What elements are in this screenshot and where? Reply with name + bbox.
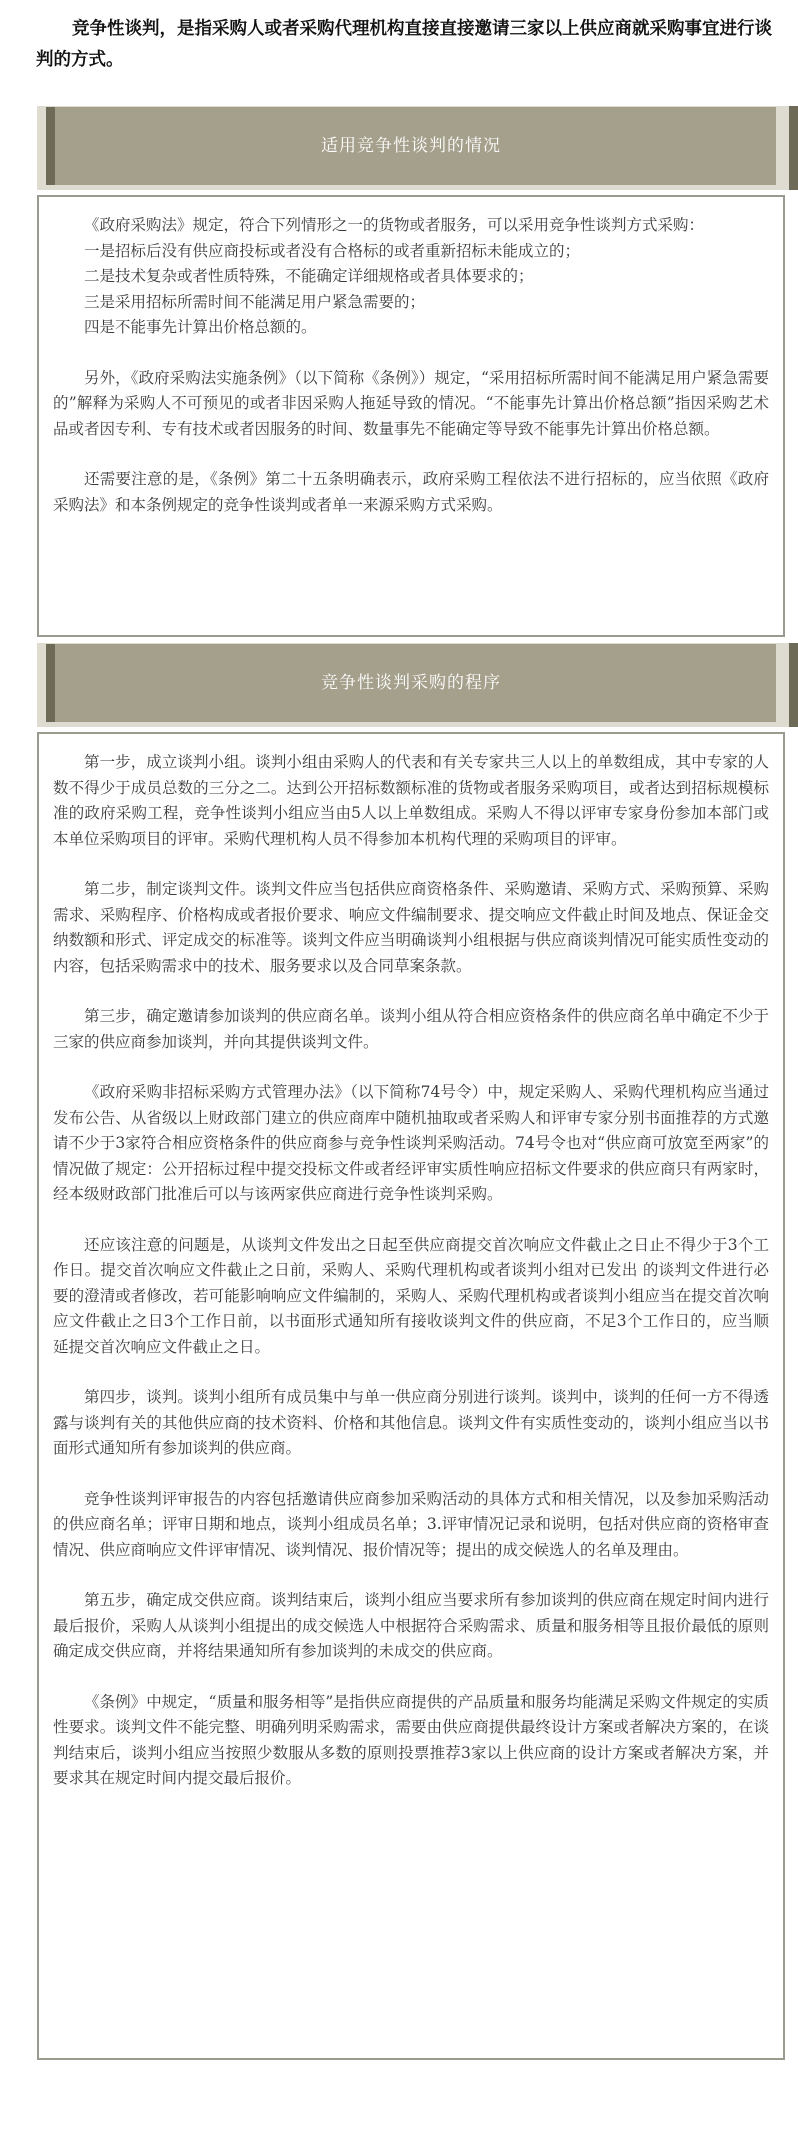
section-title-applicable: 适用竞争性谈判的情况 bbox=[321, 136, 501, 156]
order-74-paragraph: 《政府采购非招标采购方式管理办法》（以下简称74号令）中，规定采购人、采购代理机构应当通过发布公告、从省级以上财政部门建立的供应商库中随机抽取或者采购人和评审专家分别书面推荐的方式邀请不少于3家符合相应资格条件的供应商参与竞争性谈判采购活动。74号令也对“供应商可放宽至两家”的情况做了规定：公开招标过程中提交投标文件或者经评审实质性响应招标文件要求的供应商只有两家时，经本级财政部门批准后可以与该两家供应商进行竞争性谈判采购。 bbox=[53, 1083, 769, 1203]
section-title-procedure: 竞争性谈判采购的程序 bbox=[321, 673, 501, 693]
law-intro-paragraph: 《政府采购法》规定，符合下列情形之一的货物或者服务，可以采用竞争性谈判方式采购： bbox=[84, 216, 705, 234]
condition-item-4: 四是不能事先计算出价格总额的。 bbox=[84, 318, 317, 336]
regulation-paragraph: 另外，《政府采购法实施条例》（以下简称《条例》）规定，“采用招标所需时间不能满足用户紧急需要的”解释为采购人不可预见的或者非因采购人拖延导致的情况。“不能事先计算出价格总额”指因采购艺术品或者因专利、专有技术或者因服务的时间、数量事先不能确定等导致不能事先计算出价格总额。 bbox=[53, 368, 769, 438]
panel-procedure bbox=[37, 732, 785, 2060]
step-1-paragraph: 第一步，成立谈判小组。谈判小组由采购人的代表和有关专家共三人以上的单数组成，其中专家的人数不得少于成员总数的三分之二。达到公开招标数额标准的货物或者服务采购项目，或者达到招标规模标准的政府采购工程，竞争性谈判小组应当由5人以上单数组成。采购人不得以评审专家身份参加本部门或本单位采购项目的评审。采购代理机构人员不得参加本机构代理的采购项目的评审。 bbox=[53, 753, 769, 848]
step-5-paragraph: 第五步，确定成交供应商。谈判结束后，谈判小组应当要求所有参加谈判的供应商在规定时间内进行最后报价，采购人从谈判小组提出的成交候选人中根据符合采购需求、质量和服务相等且报价最低的原则确定成交供应商，并将结果通知所有参加谈判的未成交的供应商。 bbox=[53, 1591, 769, 1660]
panel-applicable bbox=[37, 195, 785, 637]
note-paragraph: 还需要注意的是，《条例》第二十五条明确表示，政府采购工程依法不进行招标的，应当依照《政府采购法》和本条例规定的竞争性谈判或者单一来源采购方式采购。 bbox=[53, 470, 769, 514]
condition-item-2: 二是技术复杂或者性质特殊，不能确定详细规格或者具体要求的； bbox=[84, 267, 534, 285]
section-banner-applicable bbox=[37, 106, 789, 190]
banner-band bbox=[46, 644, 776, 722]
step-2-paragraph: 第二步，制定谈判文件。谈判文件应当包括供应商资格条件、采购邀请、采购方式、采购预算、采购需求、采购程序、价格构成或者报价要求、响应文件编制要求、提交响应文件截止时间及地点、保证金交纳数额和形式、评定成交的标准等。谈判文件应当明确谈判小组根据与供应商谈判情况可能实质性变动的内容，包括采购需求中的技术、服务要求以及合同草案条款。 bbox=[53, 880, 769, 975]
report-content-paragraph: 竞争性谈判评审报告的内容包括邀请供应商参加采购活动的具体方式和相关情况，以及参加采购活动的供应商名单；评审日期和地点，谈判小组成员名单；3.评审情况记录和说明，包括对供应商的资格审查情况、供应商响应文件评审情况、谈判情况、报价情况等；提出的成交候选人的名单及理由。 bbox=[53, 1489, 769, 1559]
quality-service-paragraph: 《条例》中规定，“质量和服务相等”是指供应商提供的产品质量和服务均能满足采购文件规定的实质性要求。谈判文件不能完整、明确列明采购需求，需要由供应商提供最终设计方案或者解决方案的，在谈判结束后，谈判小组应当按照少数服从多数的原则投票推荐3家以上供应商的设计方案或者解决方案，并要求其在规定时间内提交最后报价。 bbox=[53, 1692, 769, 1787]
condition-item-1: 一是招标后没有供应商投标或者没有合格标的或者重新招标未能成立的； bbox=[84, 241, 581, 260]
banner-band bbox=[46, 107, 776, 185]
intro-paragraph: 竞争性谈判，是指采购人或者采购代理机构直接直接邀请三家以上供应商就采购事宜进行谈判的方式。 bbox=[36, 19, 772, 70]
deadline-note-paragraph: 还应该注意的问题是，从谈判文件发出之日起至供应商提交首次响应文件截止之日止不得少于3个工作日。提交首次响应文件截止之日前，采购人、采购代理机构或者谈判小组对已发出 的谈判文件进行必要的澄清或者修改，若可能影响响应文件编制的，采购人、采购代理机构或者谈判小组应当在提交首次响应文件截止之日3个工作日前，以书面形式通知所有接收谈判文件的供应商，不足3个工作日的，应当顺延提交首次响应文件截止之日。 bbox=[53, 1235, 769, 1356]
section-banner-procedure bbox=[37, 643, 789, 727]
step-3-paragraph: 第三步，确定邀请参加谈判的供应商名单。谈判小组从符合相应资格条件的供应商名单中确定不少于三家的供应商参加谈判，并向其提供谈判文件。 bbox=[53, 1007, 769, 1051]
condition-item-3: 三是采用招标所需时间不能满足用户紧急需要的； bbox=[84, 292, 426, 311]
step-4-paragraph: 第四步，谈判。谈判小组所有成员集中与单一供应商分别进行谈判。谈判中，谈判的任何一方不得透露与谈判有关的其他供应商的技术资料、价格和其他信息。谈判文件有实质性变动的，谈判小组应当以书面形式通知所有参加谈判的供应商。 bbox=[53, 1388, 769, 1457]
banner-right-bar bbox=[789, 106, 798, 190]
banner-right-bar bbox=[789, 643, 798, 727]
